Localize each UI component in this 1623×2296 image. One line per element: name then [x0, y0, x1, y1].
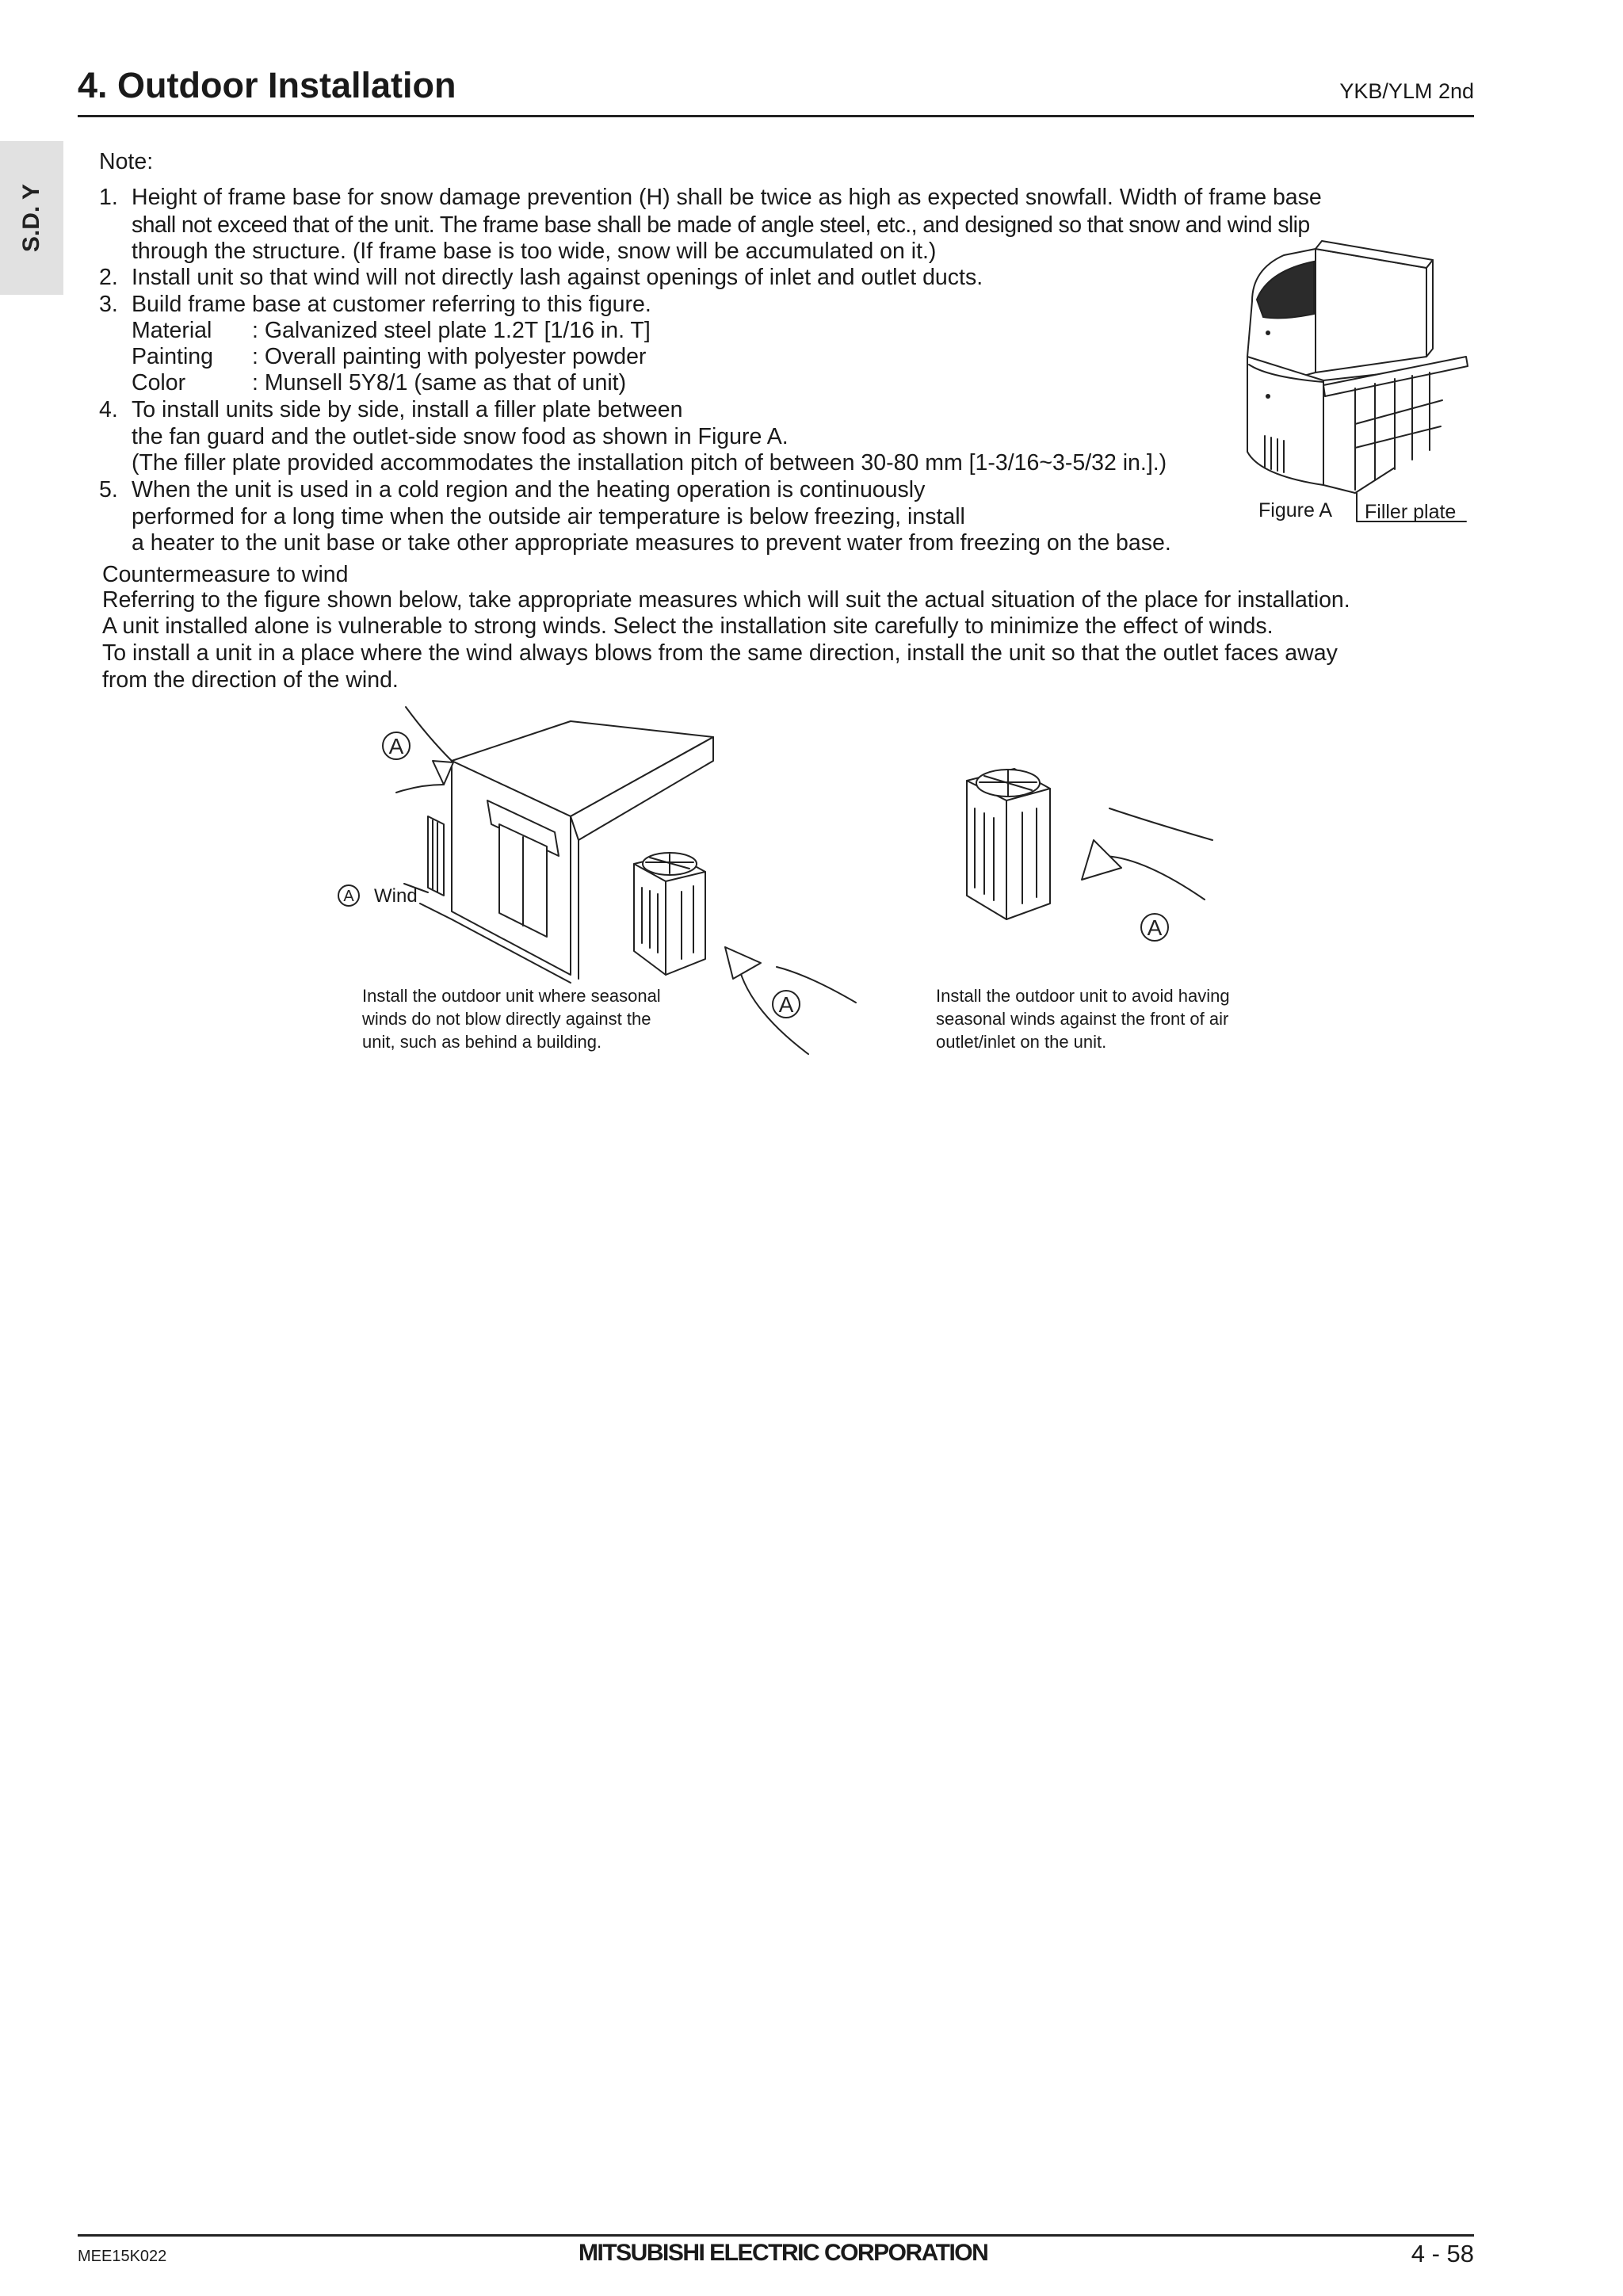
page-title: 4. Outdoor Installation: [78, 65, 456, 105]
footer-rule: [78, 2234, 1474, 2237]
page-number: 4 - 58: [1411, 2240, 1474, 2267]
marker-circle-3: [1139, 911, 1170, 943]
wind-line-4: from the direction of the wind.: [102, 667, 399, 693]
legend-wind-label: Wind: [374, 885, 418, 907]
spec-material: Material : Galvanized steel plate 1.2T [1/16 in. T]: [132, 318, 651, 343]
note-item-4-line-3: (The filler plate provided accommodates the installation pitch of between 30-80 mm [1-3/16~3-5/32 in.].): [132, 450, 1167, 476]
model-label: YKB/YLM 2nd: [1339, 79, 1474, 103]
wind-line-3: To install a unit in a place where the wind always blows from the same direction, install the unit so that the outlet faces away: [102, 640, 1338, 666]
side-tab-label: S.D. Y: [18, 183, 44, 253]
note-item-2-number: 2.: [99, 265, 118, 290]
note-item-5-line-2: performed for a long time when the outside air temperature is below freezing, install: [132, 504, 965, 529]
marker-a-2: A: [778, 992, 794, 1017]
outdoor-unit-with-snow-hood: [1247, 241, 1468, 493]
wind-line-2: A unit installed alone is vulnerable to strong winds. Select the installation site carefully to minimize the effect of winds.: [102, 613, 1274, 639]
outdoor-unit-right: [967, 769, 1050, 919]
note-heading: Note:: [99, 149, 154, 174]
note-item-1-number: 1.: [99, 185, 118, 210]
note-item-5-number: 5.: [99, 477, 118, 502]
note-item-3: 3. Build frame base at customer referring to this figure.: [99, 292, 651, 317]
left-caption-line-2: winds do not blow directly against the: [362, 1009, 651, 1029]
left-caption-line-1: Install the outdoor unit where seasonal: [362, 986, 661, 1006]
filler-plate-label: Filler plate: [1365, 501, 1457, 523]
note-item-4-line-2: the fan guard and the outlet-side snow food as shown in Figure A.: [132, 424, 789, 449]
right-caption-line-3: outlet/inlet on the unit.: [936, 1032, 1107, 1052]
right-caption-line-2: seasonal winds against the front of air: [936, 1009, 1229, 1029]
note-item-4-number: 4.: [99, 397, 118, 422]
document-code: MEE15K022: [78, 2248, 167, 2265]
left-caption-line-3: unit, such as behind a building.: [362, 1032, 602, 1052]
wind-heading: Countermeasure to wind: [102, 562, 349, 587]
marker-a-1: A: [388, 734, 404, 758]
marker-a-3: A: [1147, 915, 1163, 940]
figure-a-illustration: [1236, 238, 1490, 507]
legend-marker: A: [343, 888, 354, 905]
legend-marker-circle: [336, 883, 361, 908]
spec-color: Color : Munsell 5Y8/1 (same as that of unit): [132, 370, 627, 395]
side-tab: [0, 141, 63, 295]
figure-a-caption: Figure A: [1258, 499, 1333, 521]
note-item-5-line-1: 5. When the unit is used in a cold region and the heating operation is continuously: [99, 477, 926, 502]
corporation-name: MITSUBISHI ELECTRIC CORPORATION: [579, 2240, 988, 2266]
note-item-2: 2. Install unit so that wind will not directly lash against openings of inlet and outlet ducts.: [99, 265, 983, 290]
header-rule: [78, 115, 1474, 117]
note-item-4-line-1: 4. To install units side by side, install a filler plate between: [99, 397, 683, 422]
note-item-1-line-1: 1. Height of frame base for snow damage prevention (H) shall be twice as high as expected snowfall. Width of frame base: [99, 185, 1322, 210]
note-item-3-number: 3.: [99, 292, 118, 317]
wind-line-1: Referring to the figure shown below, take appropriate measures which will suit the actual situation of the place for installation.: [102, 587, 1350, 613]
note-item-1-line-3: through the structure. (If frame base is too wide, snow will be accumulated on it.): [132, 239, 937, 264]
wind-arrow-right: [1082, 808, 1212, 900]
note-item-1-line-2: shall not exceed that of the unit. The frame base shall be made of angle steel, etc., and designed so that snow and wind slip: [132, 212, 1310, 238]
note-item-5-line-3: a heater to the unit base or take other appropriate measures to prevent water from freezing on the base.: [132, 530, 1171, 556]
unit-orientation-diagram: [951, 761, 1236, 951]
right-caption-line-1: Install the outdoor unit to avoid having: [936, 986, 1230, 1006]
spec-painting: Painting : Overall painting with polyester powder: [132, 344, 647, 369]
outdoor-unit-left: [634, 853, 705, 975]
